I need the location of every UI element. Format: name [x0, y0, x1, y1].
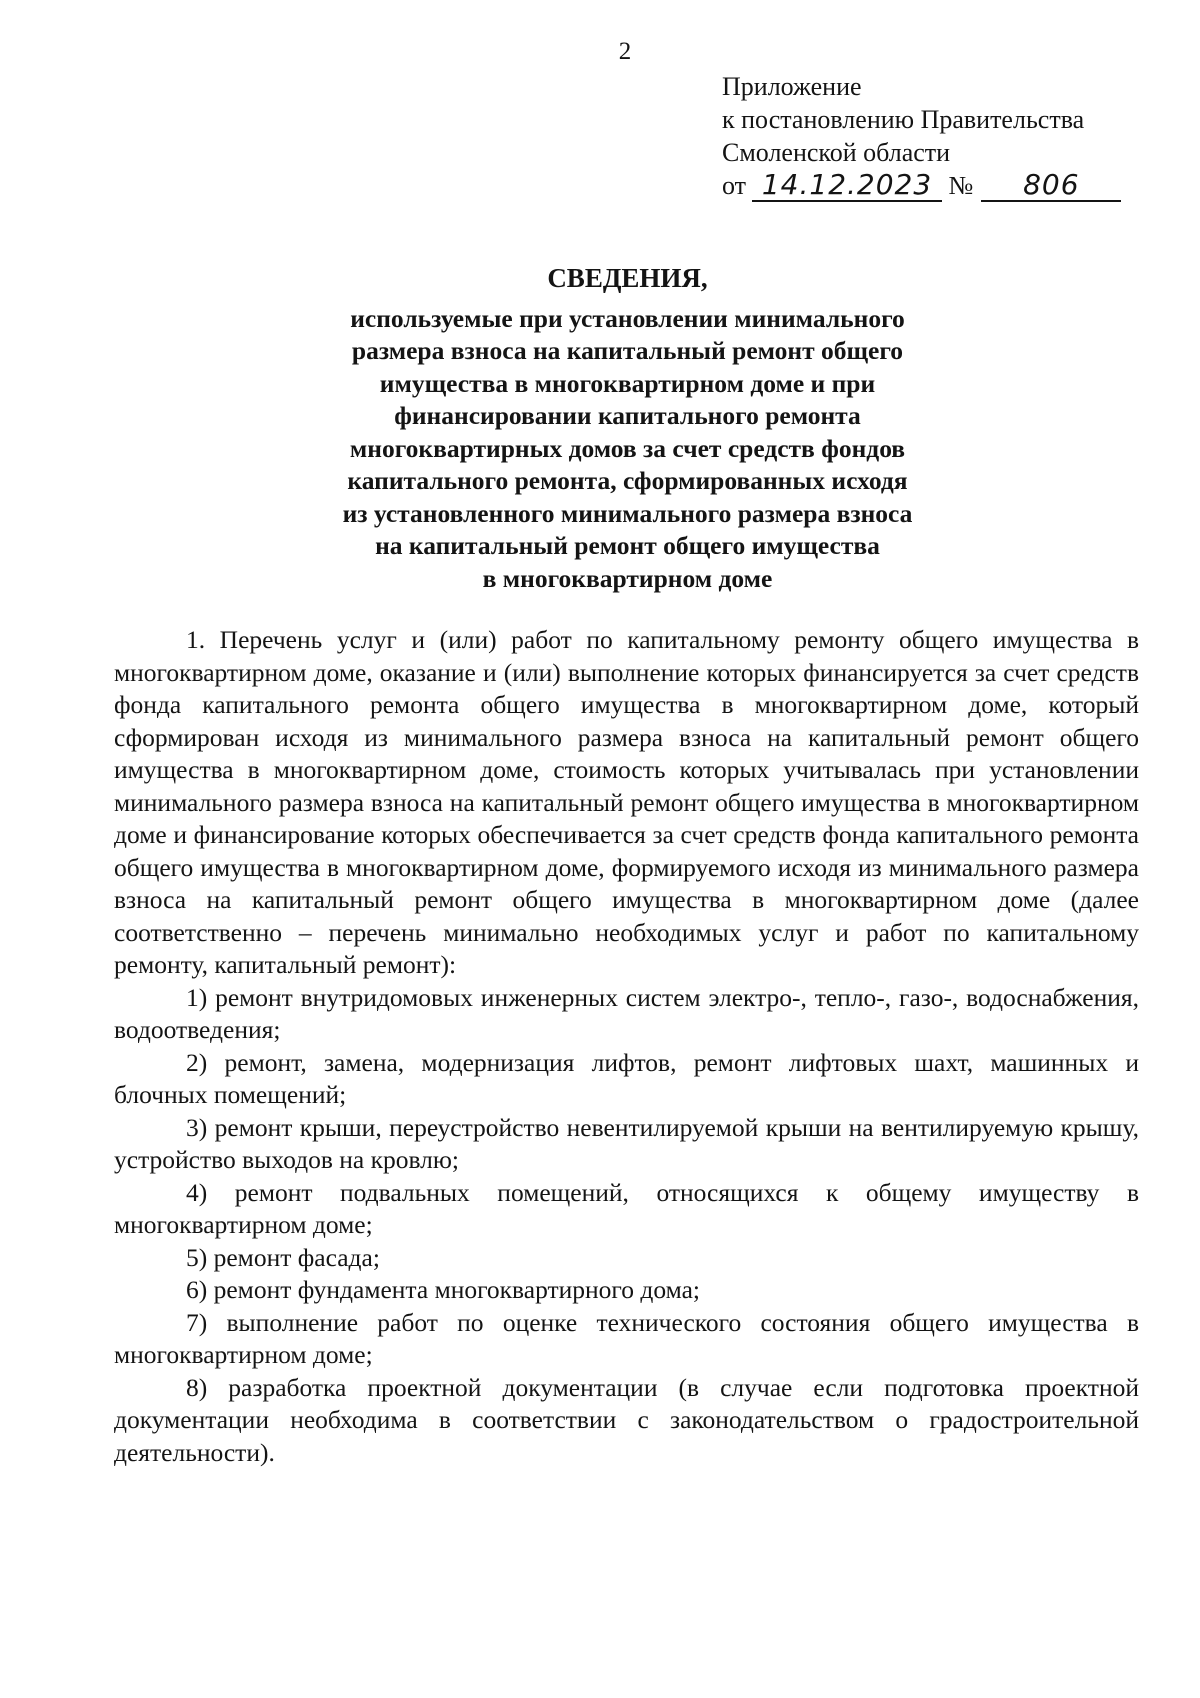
list-item: 6) ремонт фундамента многоквартирного дома;: [186, 1275, 700, 1304]
title-line: используемые при установлении минимального: [350, 303, 905, 333]
list-item: 4) ремонт подвальных помещений, относящихся к общему имуществу в многоквартирном доме;: [114, 1177, 1139, 1239]
title-line: в многоквартирном доме: [482, 563, 773, 593]
list-item: 7) выполнение работ по оценке технического состояния общего имущества в многоквартирном доме;: [114, 1307, 1139, 1369]
title-line: на капитальный ремонт общего имущества: [375, 531, 880, 560]
date-prefix: от: [722, 171, 747, 200]
page-number: 2: [618, 38, 632, 65]
paragraph-1: 1. Перечень услуг и (или) работ по капитальному ремонту общего имущества в многоквартирном доме, оказание и (или) выполнение которых финансируется за счет средств фонда капитального ремонта общего имущества в многоквартирном доме, который сформирован исходя из минимального размера взноса на капитальный ремонт общего имущества в многоквартирном доме, стоимость которых учитывалась при установлении минимального размера взноса на капитальный ремонт общего имущества в многоквартирном доме и финансирование которых обеспечивается за счет средств фонда капитального ремонта общего имущества в многоквартирном доме, формируемого исходя из минимального размера взноса на капитальный ремонт общего имущества в многоквартирном доме (далее соответственно – перечень минимально необходимых услуг и работ по капитальному ремонту, капитальный ремонт):: [114, 625, 1139, 979]
list-item: 2) ремонт, замена, модернизация лифтов, ремонт лифтовых шахт, машинных и блочных помещений;: [114, 1047, 1139, 1109]
list-item: 1) ремонт внутридомовых инженерных систем электро-, тепло-, газо-, водоснабжения, водоотведения;: [114, 982, 1139, 1044]
handwritten-number: 806: [981, 170, 1121, 202]
list-item: 3) ремонт крыши, переустройство невентилируемой крыши на вентилируемую крышу, устройство выходов на кровлю;: [114, 1112, 1139, 1174]
appendix-line-1: Приложение: [722, 72, 862, 101]
appendix-date-line: [722, 169, 1121, 202]
appendix-line-2: к постановлению Правительства: [722, 105, 1085, 134]
list-item: 8) разработка проектной документации (в случае если подготовка проектной документации необходима в соответствии с законодательством о градостроительной деятельности).: [114, 1372, 1139, 1467]
title-main: СВЕДЕНИЯ,: [547, 263, 708, 293]
handwritten-date: 14.12.2023: [752, 170, 942, 202]
title-line: из установленного минимального размера взноса: [342, 498, 913, 528]
title-line: имущества в многоквартирном доме и при: [379, 368, 876, 398]
list-item: 5) ремонт фасада;: [186, 1242, 380, 1272]
title-line: капитального ремонта, сформированных исходя: [347, 466, 908, 495]
document-body: [114, 624, 1139, 1469]
title-line: финансировании капитального ремонта: [394, 401, 861, 430]
title-line: многоквартирных домов за счет средств фондов: [349, 433, 906, 463]
appendix-line-3: Смоленской области: [722, 138, 951, 167]
title-line: размера взноса на капитальный ремонт общего: [351, 336, 904, 365]
number-sign: №: [948, 171, 974, 200]
document-title: [200, 262, 1055, 595]
appendix-header: [722, 70, 1121, 202]
